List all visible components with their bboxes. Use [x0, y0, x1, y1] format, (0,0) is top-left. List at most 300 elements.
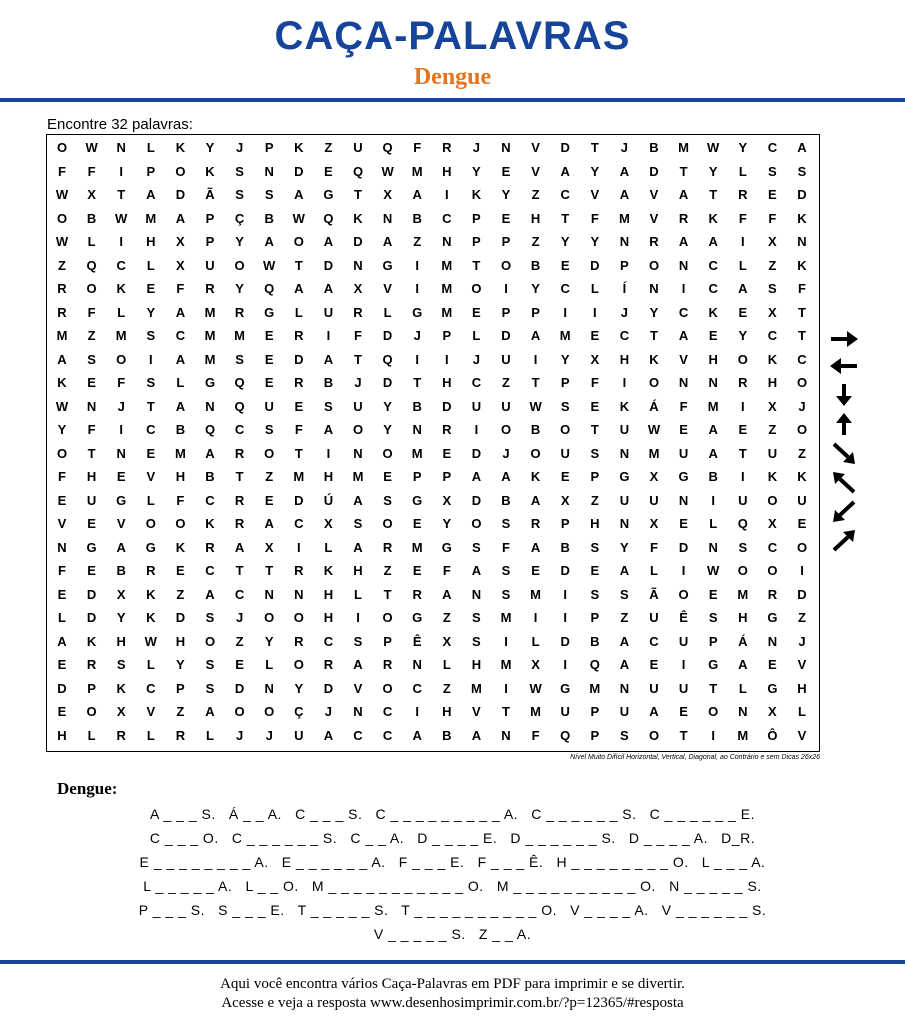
grid-letter[interactable]: S — [472, 539, 481, 555]
grid-letter[interactable]: E — [235, 657, 244, 672]
grid-letter[interactable]: Y — [383, 398, 392, 414]
grid-letter[interactable]: Q — [323, 210, 334, 226]
grid-letter[interactable]: A — [116, 539, 126, 555]
grid-letter[interactable]: G — [145, 539, 156, 555]
grid-letter[interactable]: Y — [235, 281, 244, 296]
grid-letter[interactable]: Z — [502, 375, 510, 390]
grid-letter[interactable]: B — [205, 469, 215, 484]
grid-letter[interactable]: V — [57, 516, 67, 531]
grid-letter[interactable]: J — [472, 351, 480, 367]
grid-letter[interactable]: K — [146, 586, 156, 602]
grid-letter[interactable]: Y — [294, 680, 304, 696]
grid-letter[interactable]: C — [146, 680, 156, 696]
grid-letter[interactable]: N — [264, 680, 274, 696]
grid-letter[interactable]: K — [353, 210, 363, 226]
grid-letter[interactable]: H — [708, 351, 718, 367]
grid-letter[interactable]: K — [86, 633, 97, 649]
grid-letter[interactable]: R — [234, 445, 245, 461]
grid-letter[interactable]: X — [768, 516, 777, 531]
grid-letter[interactable]: E — [768, 657, 777, 672]
grid-letter[interactable]: X — [442, 492, 452, 508]
grid-letter[interactable]: H — [442, 163, 452, 179]
grid-letter[interactable]: U — [738, 492, 748, 508]
grid-letter[interactable]: S — [472, 633, 481, 649]
grid-letter[interactable]: H — [619, 351, 630, 367]
grid-letter[interactable]: L — [146, 492, 155, 508]
grid-letter[interactable]: X — [590, 351, 600, 367]
grid-letter[interactable]: I — [119, 163, 123, 179]
grid-letter[interactable]: F — [590, 375, 599, 390]
grid-letter[interactable]: E — [679, 422, 688, 437]
grid-letter[interactable]: D — [501, 328, 511, 343]
grid-letter[interactable]: X — [531, 657, 540, 672]
grid-letter[interactable]: P — [708, 633, 718, 649]
grid-letter[interactable]: B — [590, 633, 600, 649]
grid-letter[interactable]: E — [57, 657, 67, 672]
grid-letter[interactable]: J — [502, 445, 510, 461]
grid-letter[interactable]: C — [382, 704, 393, 719]
grid-letter[interactable]: Y — [57, 422, 67, 437]
grid-letter[interactable]: W — [292, 210, 305, 226]
grid-letter[interactable]: M — [56, 328, 68, 343]
grid-letter[interactable]: A — [57, 351, 67, 367]
grid-letter[interactable]: K — [471, 187, 482, 202]
grid-letter[interactable]: M — [707, 398, 719, 414]
grid-letter[interactable]: V — [797, 727, 807, 743]
grid-letter[interactable]: R — [738, 375, 748, 390]
grid-letter[interactable]: C — [205, 563, 215, 578]
grid-letter[interactable]: O — [500, 422, 512, 437]
grid-letter[interactable]: T — [117, 187, 126, 202]
grid-letter[interactable]: K — [57, 375, 67, 390]
grid-letter[interactable]: T — [709, 680, 718, 696]
grid-letter[interactable]: M — [500, 610, 512, 625]
grid-letter[interactable]: O — [796, 422, 808, 437]
grid-letter[interactable]: O — [293, 610, 304, 625]
grid-letter[interactable]: I — [533, 610, 538, 625]
grid-letter[interactable]: E — [442, 445, 452, 461]
grid-letter[interactable]: N — [353, 704, 363, 719]
grid-letter[interactable]: E — [146, 281, 156, 296]
grid-letter[interactable]: I — [504, 680, 508, 696]
grid-letter[interactable]: O — [648, 727, 660, 743]
grid-letter[interactable]: G — [619, 469, 630, 484]
grid-letter[interactable]: C — [323, 633, 334, 649]
grid-letter[interactable]: W — [263, 257, 276, 273]
grid-letter[interactable]: D — [353, 234, 363, 249]
grid-letter[interactable]: O — [796, 539, 808, 555]
grid-letter[interactable]: S — [620, 727, 629, 743]
grid-letter[interactable]: F — [354, 328, 362, 343]
grid-letter[interactable]: V — [472, 704, 481, 719]
grid-letter[interactable]: J — [235, 727, 244, 743]
grid-letter[interactable]: Z — [176, 704, 185, 719]
grid-letter[interactable]: O — [560, 422, 571, 437]
grid-letter[interactable]: X — [768, 304, 777, 320]
grid-letter[interactable]: O — [204, 633, 216, 649]
grid-letter[interactable]: M — [441, 304, 453, 320]
grid-letter[interactable]: P — [590, 469, 600, 484]
grid-letter[interactable]: D — [323, 680, 334, 696]
grid-letter[interactable]: A — [205, 586, 215, 602]
grid-letter[interactable]: S — [353, 633, 363, 649]
grid-letter[interactable]: N — [708, 375, 718, 390]
grid-letter[interactable]: E — [146, 445, 156, 461]
grid-letter[interactable]: Z — [590, 492, 599, 508]
grid-letter[interactable]: L — [650, 563, 658, 578]
grid-letter[interactable]: Z — [798, 610, 806, 625]
grid-letter[interactable]: D — [294, 163, 304, 179]
grid-letter[interactable]: Q — [234, 375, 245, 390]
grid-letter[interactable]: K — [767, 469, 778, 484]
grid-letter[interactable]: Z — [58, 257, 66, 273]
grid-letter[interactable]: G — [86, 539, 97, 555]
grid-letter[interactable]: A — [501, 469, 511, 484]
grid-letter[interactable]: I — [800, 563, 804, 578]
grid-letter[interactable]: S — [501, 586, 511, 602]
grid-letter[interactable]: O — [293, 234, 304, 249]
grid-letter[interactable]: N — [382, 210, 393, 226]
grid-letter[interactable]: E — [87, 516, 96, 531]
grid-letter[interactable]: Ã — [205, 187, 215, 202]
grid-letter[interactable]: M — [470, 680, 482, 696]
grid-letter[interactable]: J — [798, 633, 806, 649]
grid-letter[interactable]: L — [146, 727, 155, 743]
grid-letter[interactable]: K — [205, 516, 215, 531]
grid-letter[interactable]: M — [145, 210, 157, 226]
grid-letter[interactable]: E — [560, 469, 570, 484]
grid-letter[interactable]: P — [146, 163, 156, 179]
grid-letter[interactable]: K — [649, 351, 659, 367]
grid-letter[interactable]: I — [444, 351, 449, 367]
grid-letter[interactable]: Y — [116, 610, 126, 625]
grid-letter[interactable]: T — [383, 586, 392, 602]
grid-letter[interactable]: N — [619, 680, 630, 696]
grid-letter[interactable]: Y — [146, 304, 156, 320]
grid-letter[interactable]: X — [324, 516, 333, 531]
grid-letter[interactable]: Z — [176, 586, 185, 602]
grid-letter[interactable]: X — [176, 257, 185, 273]
grid-letter[interactable]: S — [768, 163, 777, 179]
grid-letter[interactable]: M — [737, 727, 749, 743]
grid-letter[interactable]: F — [679, 398, 688, 414]
grid-letter[interactable]: N — [86, 398, 97, 414]
grid-letter[interactable]: Á — [738, 633, 748, 649]
grid-letter[interactable]: U — [678, 633, 689, 649]
grid-letter[interactable]: W — [144, 633, 157, 649]
grid-letter[interactable]: H — [57, 727, 67, 743]
grid-letter[interactable]: P — [176, 680, 185, 696]
grid-letter[interactable]: O — [175, 163, 186, 179]
grid-letter[interactable]: Z — [383, 563, 392, 578]
grid-letter[interactable]: A — [530, 539, 541, 555]
grid-letter[interactable]: I — [592, 304, 597, 320]
grid-letter[interactable]: M — [737, 586, 749, 602]
grid-letter[interactable]: I — [711, 727, 715, 743]
grid-letter[interactable]: M — [352, 469, 364, 484]
grid-letter[interactable]: F — [798, 281, 806, 296]
grid-letter[interactable]: X — [560, 492, 570, 508]
grid-letter[interactable]: T — [294, 257, 303, 273]
grid-letter[interactable]: E — [679, 704, 688, 719]
grid-letter[interactable]: E — [116, 469, 126, 484]
grid-letter[interactable]: T — [561, 210, 570, 226]
grid-letter[interactable]: J — [354, 375, 362, 390]
grid-letter[interactable]: S — [235, 163, 244, 179]
grid-letter[interactable]: T — [235, 563, 244, 578]
grid-letter[interactable]: A — [234, 539, 245, 555]
grid-letter[interactable]: X — [116, 704, 126, 719]
grid-letter[interactable]: A — [412, 727, 422, 743]
grid-letter[interactable]: M — [559, 328, 571, 343]
grid-letter[interactable]: N — [678, 257, 689, 273]
grid-letter[interactable]: R — [116, 727, 126, 743]
grid-letter[interactable]: C — [471, 375, 482, 390]
grid-letter[interactable]: L — [354, 586, 362, 602]
grid-letter[interactable]: C — [797, 351, 807, 367]
grid-letter[interactable]: R — [442, 140, 452, 155]
grid-letter[interactable]: C — [205, 492, 215, 508]
grid-letter[interactable]: X — [383, 187, 392, 202]
grid-letter[interactable]: C — [146, 422, 156, 437]
grid-letter[interactable]: G — [204, 375, 216, 390]
grid-letter[interactable]: C — [234, 422, 245, 437]
grid-letter[interactable]: T — [354, 187, 362, 202]
grid-letter[interactable]: L — [472, 328, 481, 343]
grid-letter[interactable]: Y — [501, 187, 511, 202]
grid-letter[interactable]: O — [234, 257, 245, 273]
grid-letter[interactable]: M — [648, 445, 660, 461]
grid-letter[interactable]: S — [501, 563, 511, 578]
grid-letter[interactable]: C — [234, 586, 245, 602]
grid-letter[interactable]: S — [797, 163, 807, 179]
grid-letter[interactable]: E — [501, 163, 511, 179]
grid-letter[interactable]: O — [471, 281, 482, 296]
grid-letter[interactable]: L — [531, 633, 540, 649]
grid-letter[interactable]: W — [707, 563, 720, 578]
grid-letter[interactable]: T — [502, 704, 510, 719]
grid-letter[interactable]: F — [176, 281, 185, 296]
grid-letter[interactable]: F — [531, 727, 540, 743]
grid-letter[interactable]: H — [442, 375, 452, 390]
grid-letter[interactable]: I — [119, 234, 123, 249]
grid-letter[interactable]: H — [530, 210, 541, 226]
grid-letter[interactable]: N — [116, 140, 126, 155]
grid-letter[interactable]: B — [530, 422, 541, 437]
grid-letter[interactable]: R — [234, 492, 245, 508]
grid-letter[interactable]: A — [678, 328, 689, 343]
grid-letter[interactable]: S — [116, 657, 126, 672]
grid-letter[interactable]: A — [205, 445, 215, 461]
grid-letter[interactable]: H — [797, 680, 807, 696]
grid-letter[interactable]: N — [678, 492, 689, 508]
grid-letter[interactable]: G — [323, 187, 334, 202]
grid-letter[interactable]: I — [415, 351, 419, 367]
grid-letter[interactable]: C — [767, 328, 778, 343]
grid-letter[interactable]: K — [175, 539, 186, 555]
grid-letter[interactable]: Q — [382, 140, 393, 155]
grid-letter[interactable]: B — [501, 492, 511, 508]
grid-letter[interactable]: L — [324, 539, 333, 555]
grid-letter[interactable]: B — [708, 469, 718, 484]
grid-letter[interactable]: O — [678, 586, 689, 602]
grid-letter[interactable]: D — [560, 140, 570, 155]
grid-letter[interactable]: I — [504, 281, 508, 296]
grid-letter[interactable]: A — [708, 234, 718, 249]
grid-letter[interactable]: O — [382, 445, 393, 461]
grid-letter[interactable]: H — [590, 516, 600, 531]
grid-letter[interactable]: A — [323, 234, 334, 249]
grid-letter[interactable]: O — [264, 610, 275, 625]
grid-letter[interactable]: P — [442, 328, 452, 343]
grid-letter[interactable]: Y — [738, 140, 748, 155]
grid-letter[interactable]: I — [622, 375, 627, 390]
grid-letter[interactable]: Z — [442, 610, 451, 625]
grid-letter[interactable]: A — [708, 445, 718, 461]
grid-letter[interactable]: O — [648, 375, 660, 390]
grid-letter[interactable]: A — [619, 633, 630, 649]
grid-letter[interactable]: V — [590, 187, 600, 202]
grid-letter[interactable]: D — [294, 351, 304, 367]
grid-letter[interactable]: T — [738, 445, 747, 461]
grid-letter[interactable]: C — [560, 187, 570, 202]
grid-letter[interactable]: E — [264, 351, 274, 367]
grid-letter[interactable]: W — [529, 680, 542, 696]
grid-letter[interactable]: A — [619, 187, 630, 202]
grid-letter[interactable]: B — [116, 563, 126, 578]
grid-letter[interactable]: A — [412, 187, 422, 202]
grid-letter[interactable]: T — [650, 328, 658, 343]
grid-letter[interactable]: A — [530, 492, 541, 508]
grid-letter[interactable]: Q — [204, 422, 216, 437]
grid-letter[interactable]: S — [205, 680, 215, 696]
grid-letter[interactable]: R — [323, 657, 334, 672]
grid-letter[interactable]: L — [206, 727, 214, 743]
grid-letter[interactable]: M — [589, 680, 601, 696]
grid-letter[interactable]: F — [87, 304, 96, 320]
grid-letter[interactable]: Q — [589, 657, 600, 672]
grid-letter[interactable]: O — [708, 704, 719, 719]
grid-letter[interactable]: D — [590, 257, 600, 273]
grid-letter[interactable]: A — [471, 469, 482, 484]
grid-letter[interactable]: T — [413, 375, 422, 390]
grid-letter[interactable]: S — [472, 610, 481, 625]
grid-letter[interactable]: Q — [86, 257, 97, 273]
grid-letter[interactable]: A — [471, 563, 482, 578]
grid-letter[interactable]: H — [175, 633, 186, 649]
grid-letter[interactable]: R — [86, 657, 97, 672]
grid-letter[interactable]: Y — [649, 304, 659, 320]
grid-letter[interactable]: E — [708, 328, 718, 343]
grid-letter[interactable]: Ô — [767, 727, 778, 743]
grid-letter[interactable]: Z — [324, 140, 333, 155]
grid-letter[interactable]: I — [119, 422, 123, 437]
grid-letter[interactable]: N — [294, 586, 304, 602]
grid-letter[interactable]: T — [798, 304, 806, 320]
grid-letter[interactable]: Z — [531, 234, 540, 249]
grid-letter[interactable]: D — [86, 586, 97, 602]
grid-letter[interactable]: X — [649, 516, 659, 531]
grid-letter[interactable]: K — [530, 469, 541, 484]
grid-letter[interactable]: D — [797, 187, 807, 202]
grid-letter[interactable]: A — [353, 657, 363, 672]
grid-letter[interactable]: A — [738, 657, 748, 672]
grid-letter[interactable]: E — [412, 563, 422, 578]
grid-letter[interactable]: S — [590, 539, 600, 555]
grid-letter[interactable]: Z — [265, 469, 274, 484]
grid-letter[interactable]: P — [264, 140, 274, 155]
grid-letter[interactable]: L — [146, 657, 155, 672]
grid-letter[interactable]: A — [323, 727, 334, 743]
grid-letter[interactable]: M — [441, 257, 453, 273]
grid-letter[interactable]: R — [146, 563, 156, 578]
grid-letter[interactable]: I — [415, 704, 419, 719]
grid-letter[interactable]: B — [649, 140, 659, 155]
grid-letter[interactable]: F — [87, 163, 96, 179]
grid-letter[interactable]: A — [323, 351, 334, 367]
grid-letter[interactable]: P — [501, 304, 511, 320]
grid-letter[interactable]: E — [531, 563, 540, 578]
grid-letter[interactable]: N — [471, 586, 482, 602]
grid-letter[interactable]: D — [560, 633, 570, 649]
grid-letter[interactable]: A — [797, 140, 807, 155]
grid-letter[interactable]: C — [116, 257, 126, 273]
grid-letter[interactable]: C — [767, 140, 778, 155]
grid-letter[interactable]: P — [205, 234, 215, 249]
grid-letter[interactable]: N — [619, 516, 630, 531]
grid-letter[interactable]: N — [442, 234, 452, 249]
grid-letter[interactable]: D — [471, 492, 482, 508]
grid-letter[interactable]: R — [767, 586, 778, 602]
grid-letter[interactable]: O — [56, 210, 68, 226]
grid-letter[interactable]: X — [176, 234, 185, 249]
grid-letter[interactable]: G — [560, 680, 571, 696]
grid-letter[interactable]: J — [620, 304, 628, 320]
grid-letter[interactable]: B — [323, 375, 334, 390]
grid-letter[interactable]: H — [323, 610, 334, 625]
grid-letter[interactable]: S — [205, 657, 215, 672]
grid-letter[interactable]: U — [649, 610, 659, 625]
grid-letter[interactable]: B — [412, 210, 422, 226]
grid-letter[interactable]: F — [294, 422, 303, 437]
grid-letter[interactable]: O — [796, 375, 808, 390]
grid-letter[interactable]: N — [738, 704, 748, 719]
grid-letter[interactable]: H — [323, 586, 334, 602]
grid-letter[interactable]: A — [205, 704, 215, 719]
grid-letter[interactable]: U — [619, 492, 630, 508]
grid-letter[interactable]: R — [57, 281, 67, 296]
grid-letter[interactable]: M — [411, 539, 423, 555]
grid-letter[interactable]: H — [323, 469, 334, 484]
grid-letter[interactable]: S — [205, 610, 215, 625]
grid-letter[interactable]: A — [560, 163, 570, 179]
grid-letter[interactable]: Y — [590, 234, 600, 249]
grid-letter[interactable]: Í — [622, 281, 627, 296]
grid-letter[interactable]: Q — [352, 163, 364, 179]
grid-letter[interactable]: E — [590, 398, 600, 414]
grid-letter[interactable]: Y — [264, 633, 274, 649]
grid-letter[interactable]: N — [678, 375, 689, 390]
grid-letter[interactable]: I — [563, 586, 567, 602]
grid-letter[interactable]: Z — [620, 610, 629, 625]
grid-letter[interactable]: N — [412, 657, 422, 672]
grid-letter[interactable]: L — [738, 257, 747, 273]
grid-letter[interactable]: E — [590, 563, 600, 578]
grid-letter[interactable]: N — [619, 445, 630, 461]
grid-letter[interactable]: O — [767, 492, 778, 508]
grid-letter[interactable]: X — [768, 704, 777, 719]
grid-letter[interactable]: M — [618, 210, 630, 226]
